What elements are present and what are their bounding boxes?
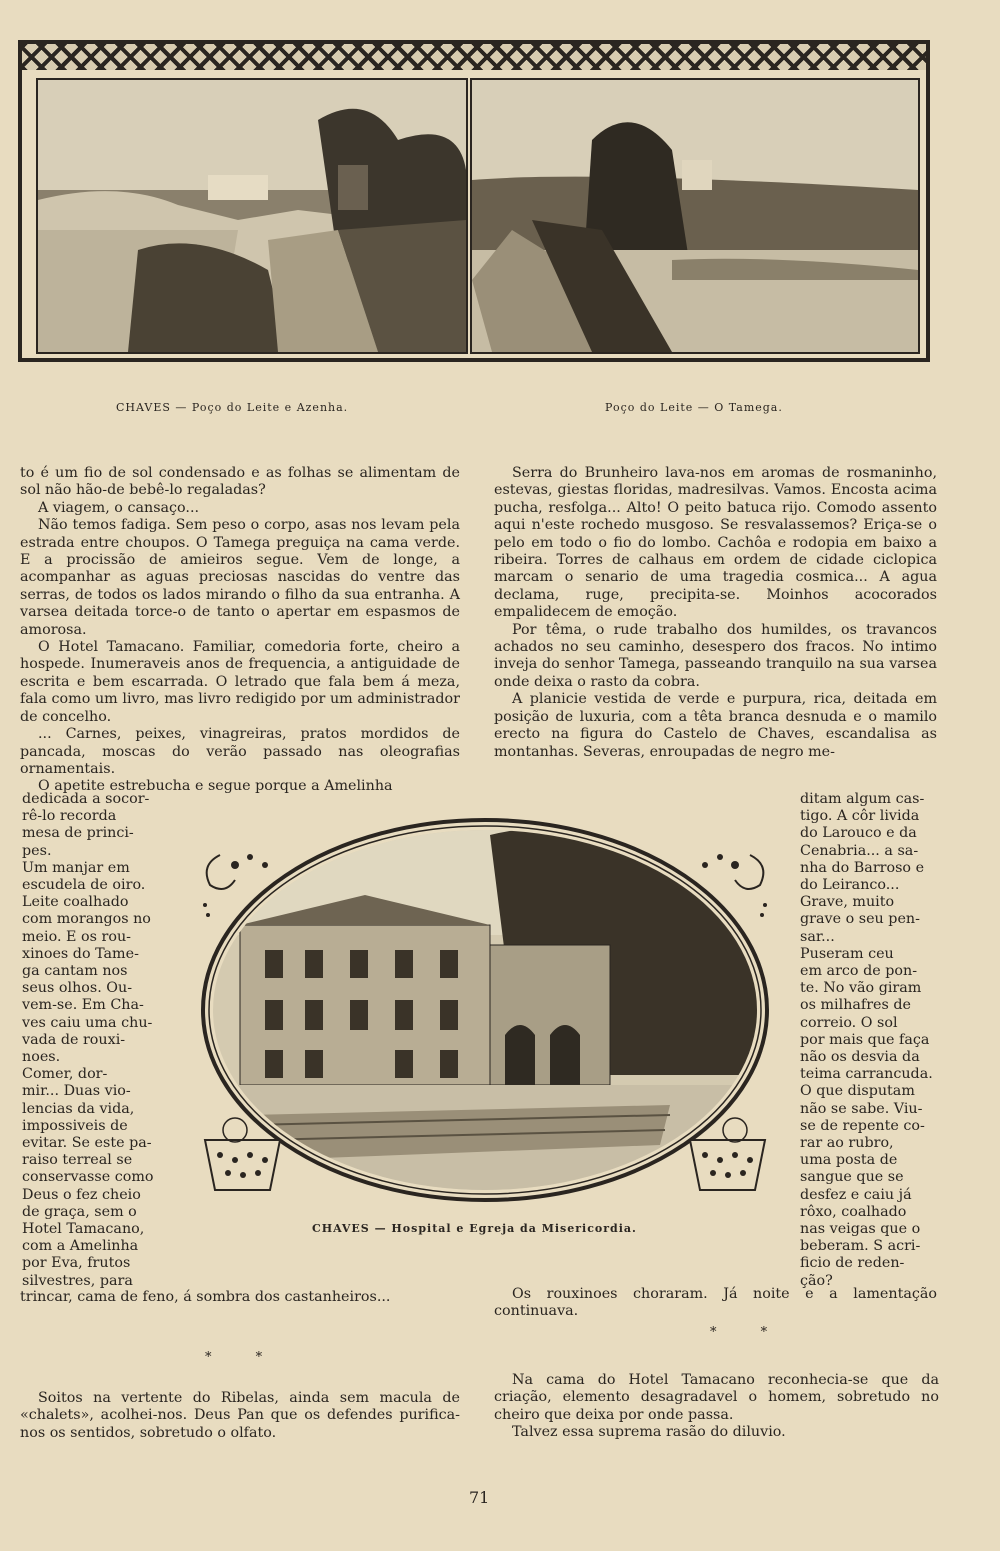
text-line: correio. O sol (800, 1014, 898, 1031)
right-bottom-text (494, 1372, 939, 1442)
caption-right-photo: Poço do Leite — O Tamega. (605, 401, 783, 414)
text-line: rê-lo recorda (22, 808, 117, 825)
text-line: os milhafres de (800, 997, 912, 1014)
text-line: não se sabe. Viu- (800, 1100, 923, 1117)
text-line: evitar. Se este pa- (22, 1135, 152, 1152)
text-line: pes. (22, 842, 52, 859)
section-separator: * * (205, 1350, 283, 1365)
text-line: xinoes do Tame- (22, 945, 139, 962)
text-line: mir... Duas vio- (22, 1083, 131, 1100)
text-line: nha do Barroso e (800, 859, 925, 876)
text-line: Puseram ceu (800, 945, 894, 962)
text-line: ção? (800, 1272, 833, 1289)
paragraph: Talvez essa suprema rasão do diluvio. (512, 1424, 786, 1441)
text-line: impossiveis de (22, 1117, 128, 1134)
text-line: por mais que faça (800, 1031, 930, 1048)
text-line: mesa de princi- (22, 825, 134, 842)
top-photo-frame (18, 40, 930, 362)
text-line: dedicada a socor- (22, 791, 150, 807)
text-line: Comer, dor- (22, 1066, 108, 1083)
caption-oval-photo: CHAVES — Hospital e Egreja da Misericordia. (312, 1222, 637, 1235)
zigzag-border (22, 44, 926, 70)
paragraph: Por têma, o rude trabalho dos humildes, os travancos achados no seu caminho, desespero dos fracos. No intimo inveja do senhor Tamega, passeando tranquilo na sua varsea onde deixa o rasto da cobra. (494, 621, 937, 690)
text-line: Leite coalhado (22, 894, 129, 911)
text-line: noes. (22, 1049, 61, 1066)
text-line: se de repente co- (800, 1117, 925, 1134)
text-line: uma posta de (800, 1152, 898, 1169)
paragraph: A planicie vestida de verde e purpura, rica, deitada em posição de luxuria, com a têta branca desnuda e o mamilo erecto na figura do Castelo de Chaves, escandalisa as montanhas. Severas, enroupadas de negro me- (494, 691, 937, 760)
text-line: do Leiranco... (800, 877, 900, 894)
left-bottom-text (20, 1390, 460, 1442)
text-line: do Larouco e da (800, 825, 917, 842)
section-separator: * * (710, 1325, 788, 1340)
text-line: ditam algum cas- (800, 791, 925, 807)
oval-photo-hospital (190, 815, 780, 1235)
left-tail-text: trincar, cama de feno, á sombra dos castanheiros... (20, 1289, 391, 1305)
text-line: de graça, sem o (22, 1203, 137, 1220)
text-line: ves caiu uma chu- (22, 1014, 153, 1031)
text-line: raiso terreal se (22, 1152, 133, 1169)
paragraph: Não temos fadiga. Sem peso o corpo, asas nos levam pela estrada entre choupos. O Tamega preguiça na cama verde. E a procissão de amieiros segue. Vem de longe, a acompanhar as aguas preciosas nascidas do ventre das serras, de todos os lados mirando o filho da sua entranha. A varsea deitada torce-o de tanto o apertar em espasmos de amorosa. (20, 517, 460, 638)
text-line: vem-se. Em Cha- (22, 997, 144, 1014)
text-line: Grave, muito (800, 894, 895, 911)
text-line: lencias da vida, (22, 1100, 135, 1117)
right-narrow-text (800, 791, 940, 1290)
text-line: meio. E os rou- (22, 928, 131, 945)
text-line: Cenabria... a sa- (800, 842, 919, 859)
left-narrow-text (22, 791, 158, 1290)
text-line: teima carrancuda. (800, 1066, 933, 1083)
paragraph: ... Carnes, peixes, vinagreiras, pratos mordidos de pancada, moscas do verão passado nas oleografias ornamentais. (20, 726, 460, 777)
paragraph: to é um fio de sol condensado e as folhas se alimentam de sol não hão-de bebê-lo regaladas? (20, 465, 460, 499)
text-line: conservasse como (22, 1169, 154, 1186)
text-line: não os desvia da (800, 1049, 920, 1066)
oval-photo-frame (190, 815, 780, 1235)
text-line: rôxo, coalhado (800, 1203, 907, 1220)
text-line: sangue que se (800, 1169, 904, 1186)
text-line: beberam. S acri- (800, 1238, 921, 1255)
text-line: seus olhos. Ou- (22, 980, 133, 997)
text-line: sar... (800, 928, 835, 945)
text-line: com a Amelinha (22, 1238, 139, 1255)
paragraph: O Hotel Tamacano. Familiar, comedoria forte, cheiro a hospede. Inumeraveis anos de frequencia, a antiguidade de escrita e bem escarrada. O letrado que fala bem á meza, fala como um livro, mas livro redigido por um administrador de concelho. (20, 639, 460, 725)
paragraph: O apetite estrebucha e segue porque a Amelinha (38, 778, 393, 795)
right-column-text (494, 465, 937, 761)
text-line: ficio de reden- (800, 1255, 905, 1272)
paragraph: Na cama do Hotel Tamacano reconhecia-se que da criação, elemento desagradavel o homem, sobretudo no cheiro que deixa por onde passa. (494, 1372, 939, 1423)
photo-poco-do-leite-tamega (470, 78, 920, 354)
paragraph: Serra do Brunheiro lava-nos em aromas de rosmaninho, estevas, giestas floridas, madresilvas. Vamos. Encosta acima pucha, resfolga... Alto! O peito batuca rijo. Comodo assento aqui n'este rochedo musgoso. Se resvalassemos? Eriça-se o pelo em todo o fio do lombo. Cachôa e rodopia em baixo a ribeira. Torres de calhaus em ordem de cidade ciclopica marcam o senario de uma tragedia cosmica... A agua declama, ruge, precipita-se. Moinhos acocorados empalidecem de emoção. (494, 465, 937, 621)
text-line: com morangos no (22, 911, 151, 928)
caption-left-photo: CHAVES — Poço do Leite e Azenha. (116, 401, 349, 414)
text-line: escudela de oiro. (22, 877, 146, 894)
text-line: nas veigas que o (800, 1221, 921, 1238)
text-line: vada de rouxi- (22, 1031, 126, 1048)
paragraph: A viagem, o cansaço... (38, 499, 200, 516)
text-line: rar ao rubro, (800, 1135, 894, 1152)
text-line: Hotel Tamacano, (22, 1221, 145, 1238)
paragraph: Os rouxinoes choraram. Já noite e a lamentação continuava. (494, 1286, 937, 1320)
text-line: tigo. A côr livida (800, 808, 920, 825)
text-line: em arco de pon- (800, 963, 918, 980)
text-line: Deus o fez cheio (22, 1186, 141, 1203)
text-line: silvestres, para (22, 1272, 133, 1289)
text-line: por Eva, frutos (22, 1255, 131, 1272)
right-tail-text (494, 1286, 937, 1321)
paragraph: Soitos na vertente do Ribelas, ainda sem macula de «chalets», acolhei-nos. Deus Pan que os defendes purifica-nos os sentidos, sobretudo o olfato. (20, 1390, 460, 1441)
text-line: desfez e caiu já (800, 1186, 912, 1203)
text-line: ga cantam nos (22, 963, 128, 980)
text-line: grave o seu pen- (800, 911, 920, 928)
left-column-text (20, 465, 460, 796)
text-line: te. No vão giram (800, 980, 922, 997)
text-line: O que disputam (800, 1083, 915, 1100)
page-number: 71 (469, 1488, 490, 1507)
text-line: Um manjar em (22, 859, 130, 876)
photo-poco-do-leite-azenha (36, 78, 468, 354)
